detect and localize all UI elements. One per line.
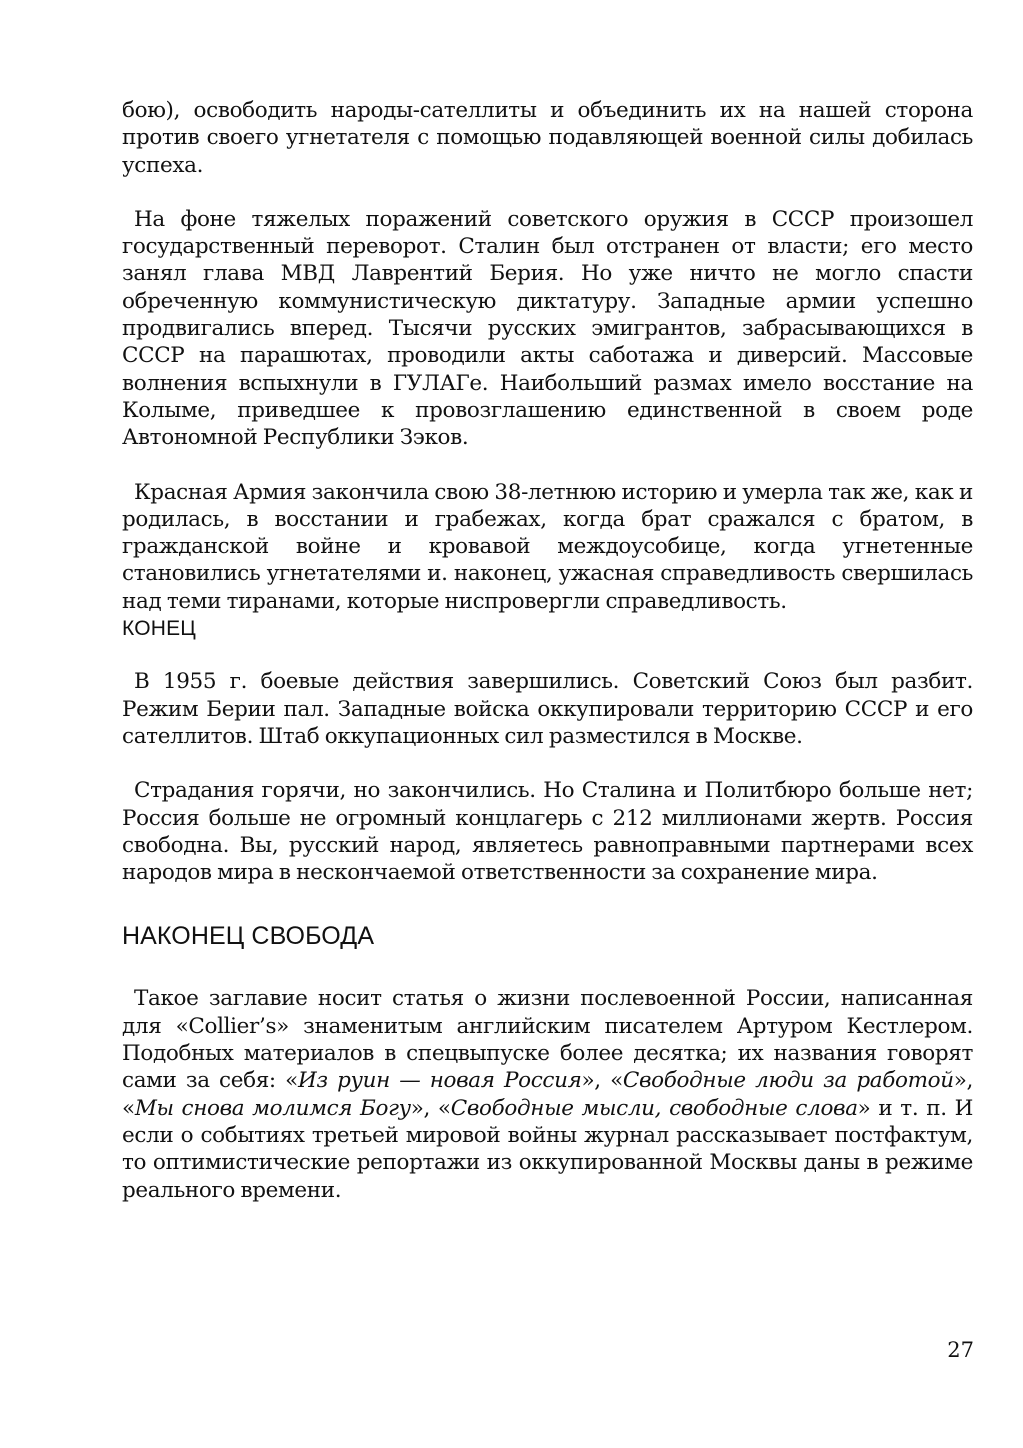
article-text-3: », « xyxy=(122,1068,973,1121)
paragraph-suffering: Страдания горячи, но закончились. Но Сталина и Политбюро больше нет; Россия больше не огромный концлагерь с 212 миллионами жертв. Россия свободна. Вы, русский народ, являетесь равноправными партнерами всех народов мира в нескончаемой ответственности за сохранение мира. xyxy=(122,778,973,886)
article-title-free-thoughts: Свободные мысли, свободные слова xyxy=(450,1095,858,1121)
article-text-2: », « xyxy=(581,1068,623,1094)
article-text-1: Такое заглавие носит статья о жизни послевоенной России, написанная для «Collier’s» знаменитым английским писателем Артуром Кестлером. Подобных материалов в спецвыпуске более десятка; их названия говорят сами за себя: « xyxy=(122,986,973,1094)
article-text-5: » и т. п. И если о событиях третьей мировой войны журнал рассказывает постфактум, то оптимистические репортажи из оккупированной Москвы даны в режиме реального времени. xyxy=(122,1095,973,1203)
document-page xyxy=(122,97,973,1204)
paragraph-red-army: Красная Армия закончила свою 38-летнюю историю и умерла так же, как и родилась, в восстании и грабежах, когда брат сражался с братом, в гражданской войне и кровавой междоусобице, когда угнетенные становились угнетателями и. наконец, ужасная справедливость свершилась над теми тиранами, которые ниспровергли справедливость. xyxy=(122,479,973,614)
article-title-pray: Мы снова молимся Богу xyxy=(134,1095,411,1121)
end-label: КОНЕЦ xyxy=(122,617,197,641)
page-number: 27 xyxy=(947,1338,974,1362)
paragraph-coup: На фоне тяжелых поражений советского оружия в СССР произошел государственный переворот. Сталин был отстранен от власти; его место занял глава МВД Лаврентий Берия. Но уже ничто не могло спасти обреченную коммунистическую диктатуру. Западные армии успешно продвигались вперед. Тысячи русских эмигрантов, забрасывающихся в СССР на парашютах, проводили акты саботажа и диверсий. Массовые волнения вспыхнули в ГУЛАГе. Наибольший размах имело восстание на Колыме, приведшее к провозглашению единственной в своем роде Автономной Республики Зэков. xyxy=(122,206,973,451)
article-title-free-people: Свободные люди за работой xyxy=(622,1068,954,1094)
article-title-ruins: Из руин — новая Россия xyxy=(297,1068,582,1094)
paragraph-article xyxy=(122,985,973,1203)
article-text-4: », « xyxy=(410,1095,451,1121)
paragraph-continuation: бою), освободить народы-сателлиты и объединить их на нашей сторона против своего угнетателя с помощью подавляющей военной силы добилась успеха. xyxy=(122,98,973,178)
section-heading: НАКОНЕЦ СВОБОДА xyxy=(122,922,375,951)
paragraph-1955: В 1955 г. боевые действия завершились. Советский Союз был разбит. Режим Берии пал. Западные войска оккупировали территорию СССР и его сателлитов. Штаб оккупационных сил разместился в Москве. xyxy=(122,669,973,749)
